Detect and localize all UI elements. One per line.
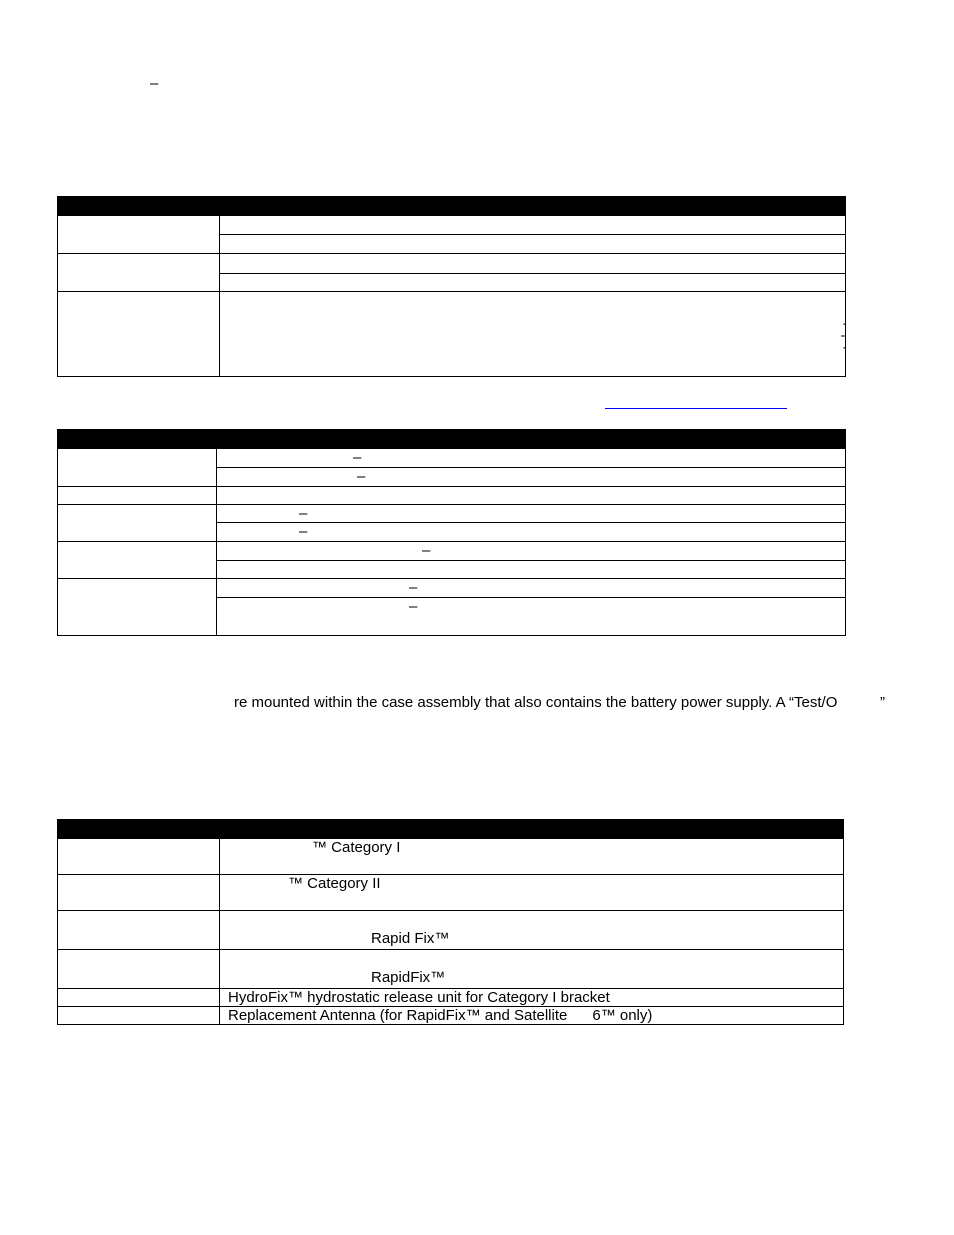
table-row	[58, 216, 846, 235]
table-3-value-cell: Rapid Fix™	[220, 911, 844, 950]
table-2-value-cell: –	[217, 598, 846, 636]
table-3-label-cell	[58, 989, 220, 1007]
table-row	[58, 254, 846, 274]
table-3-label-cell	[58, 950, 220, 989]
table-2-value-cell: –	[217, 505, 846, 523]
table-3-header	[58, 820, 844, 839]
table-2-value-cell: –	[217, 579, 846, 598]
table-2-label-cell	[58, 505, 217, 542]
table-1-label-cell	[58, 254, 220, 292]
table-1-value-cell	[220, 235, 846, 254]
table-row	[58, 950, 844, 989]
table-1-value-cell	[220, 273, 846, 292]
table-3-value-cell: Replacement Antenna (for RapidFix™ and Satellite 6™ only)	[220, 1007, 844, 1025]
table-3-value-cell: RapidFix™	[220, 950, 844, 989]
table-1-value-cell	[220, 254, 846, 274]
table-2-label-cell	[58, 542, 217, 579]
table-row	[58, 1007, 844, 1025]
table-row	[58, 449, 846, 468]
table-2-value-cell: –	[217, 468, 846, 487]
link-underline[interactable]	[605, 408, 787, 409]
table-1-label-cell	[58, 216, 220, 254]
table-row	[58, 292, 846, 377]
table-2-label-cell	[58, 487, 217, 505]
table-2-value-cell: –	[217, 449, 846, 468]
table-2	[57, 429, 846, 636]
top-dash-fragment: –	[150, 75, 159, 92]
table-row	[58, 505, 846, 523]
body-text-line-end: ”	[880, 694, 885, 711]
table-row	[58, 487, 846, 505]
table-1	[57, 196, 846, 377]
table-2-label-cell	[58, 449, 217, 487]
table-2-value-cell	[217, 561, 846, 579]
table-2-header	[58, 430, 846, 449]
table-1-value-cell	[220, 216, 846, 235]
table-3-value-cell: ™ Category II	[220, 875, 844, 911]
table-1-header	[58, 197, 846, 216]
table-2-value-cell: –	[217, 542, 846, 561]
table-row	[58, 989, 844, 1007]
table-2-label-cell	[58, 579, 217, 636]
table-3	[57, 819, 844, 1025]
ships-wheel-icon	[838, 301, 846, 371]
table-3-value-cell: ™ Category I	[220, 839, 844, 875]
table-3-label-cell	[58, 875, 220, 911]
table-1-value-cell	[220, 292, 846, 377]
table-1-label-cell	[58, 292, 220, 377]
body-text-line: re mounted within the case assembly that also contains the battery power supply. A “Test/O	[234, 694, 838, 711]
table-row	[58, 875, 844, 911]
table-3-label-cell	[58, 1007, 220, 1025]
table-row	[58, 839, 844, 875]
table-row	[58, 579, 846, 598]
table-3-value-cell: HydroFix™ hydrostatic release unit for Category I bracket	[220, 989, 844, 1007]
table-2-value-cell	[217, 487, 846, 505]
table-2-value-cell: –	[217, 523, 846, 542]
table-3-label-cell	[58, 839, 220, 875]
table-row	[58, 542, 846, 561]
table-3-label-cell	[58, 911, 220, 950]
table-row	[58, 911, 844, 950]
